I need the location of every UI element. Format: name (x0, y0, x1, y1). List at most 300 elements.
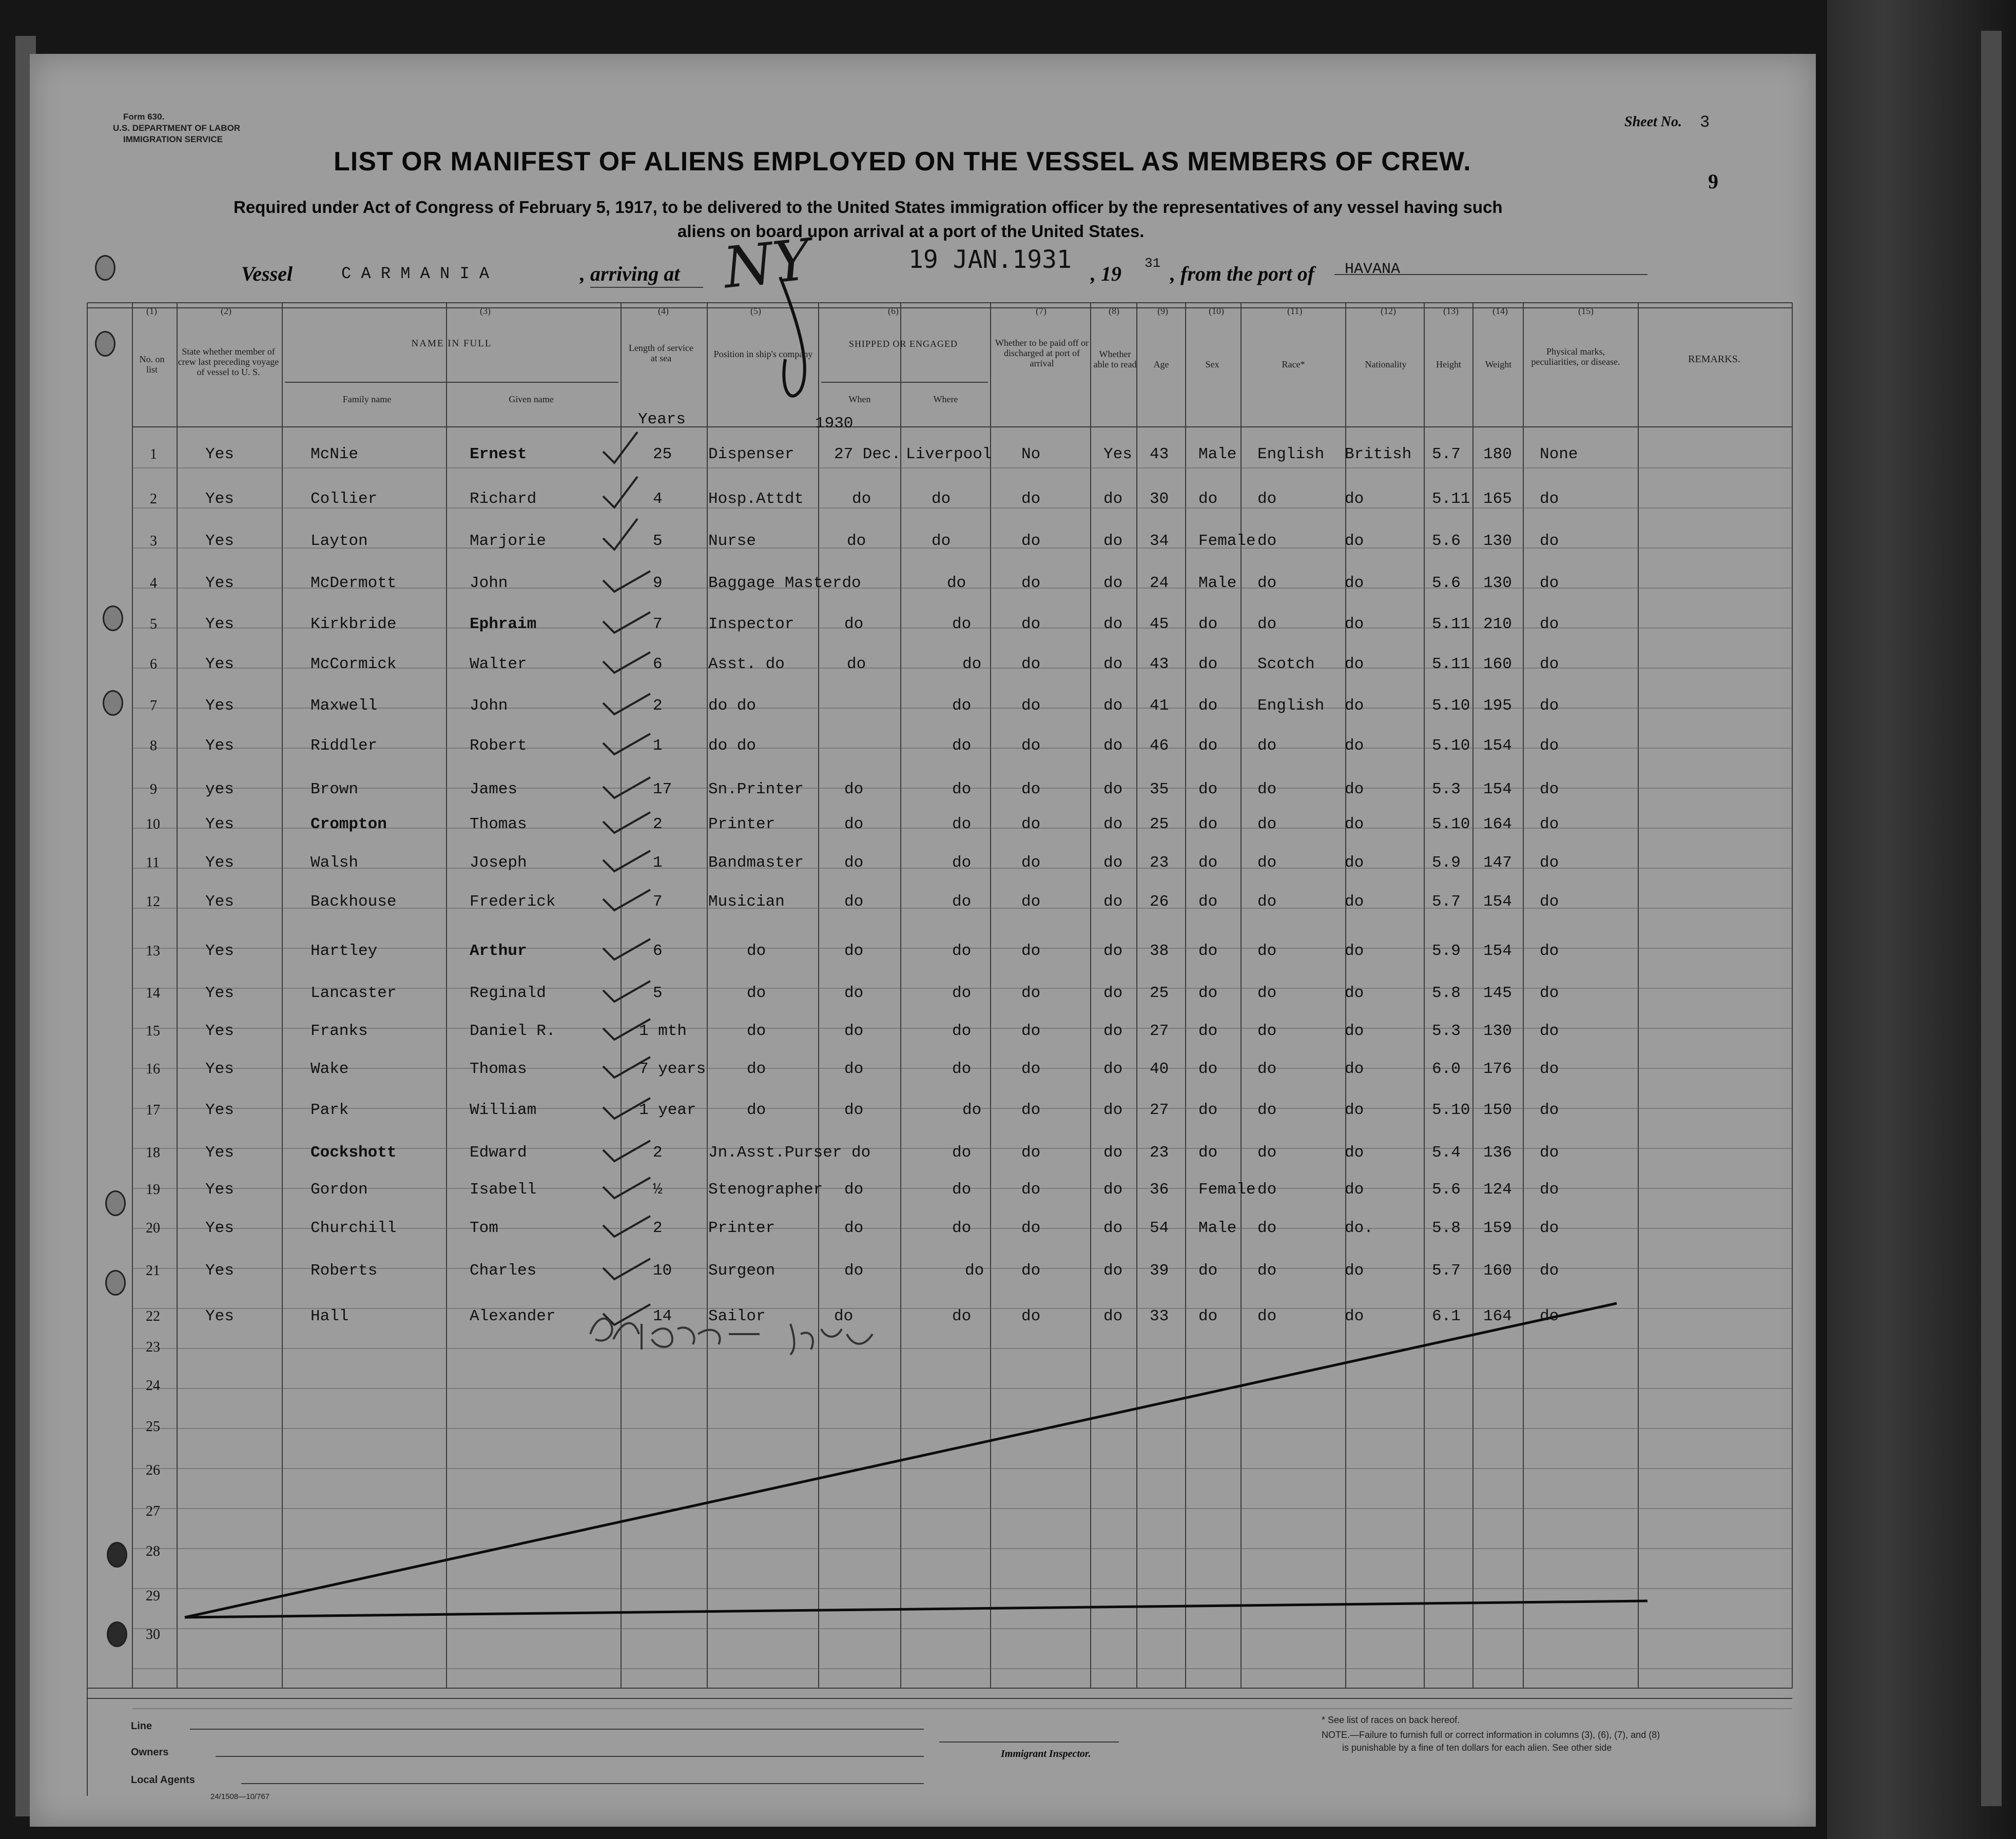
cell-nationality: do (1345, 893, 1364, 911)
handwritten-arrival-stroke (780, 277, 805, 396)
cell-given: Isabell (470, 1181, 537, 1199)
cell-marks: do (1540, 780, 1559, 798)
cell-weight: 154 (1483, 737, 1512, 755)
cell-position: Inspector (708, 615, 794, 633)
cell-weight: 165 (1483, 490, 1512, 508)
cell-state: Yes (205, 893, 234, 911)
cell-nationality: do (1345, 1101, 1364, 1119)
cell-race: do (1257, 1262, 1277, 1280)
print-code: 24/1508—10/767 (210, 1792, 270, 1801)
column-number: (8) (1109, 306, 1119, 316)
cell-when: do (844, 1022, 864, 1040)
cell-age: 43 (1150, 445, 1169, 463)
cell-service: 6 (653, 942, 663, 960)
cell-family: Collier (311, 490, 378, 508)
cell-marks: do (1540, 1022, 1559, 1040)
cell-state: Yes (205, 697, 234, 715)
form-number: Form 630. (123, 112, 165, 122)
cell-read: do (1103, 737, 1123, 755)
cell-race: do (1257, 815, 1277, 833)
cell-where: do (952, 1144, 972, 1162)
cell-nationality: do (1345, 1307, 1364, 1325)
cell-position: do (747, 1022, 766, 1040)
cell-height: 5.8 (1432, 984, 1461, 1002)
cell-read: do (1103, 1307, 1123, 1325)
cell-height: 6.0 (1432, 1060, 1461, 1078)
cell-read: do (1103, 893, 1123, 911)
vessel-label: Vessel (241, 262, 293, 285)
cell-read: do (1103, 532, 1123, 550)
service-name: IMMIGRATION SERVICE (123, 134, 223, 144)
col-header-name: NAME IN FULL (411, 338, 492, 349)
column-number: (7) (1036, 306, 1046, 316)
cell-weight: 136 (1483, 1144, 1512, 1162)
cell-position: Hosp.Attdt (708, 490, 804, 508)
cell-family: Maxwell (311, 697, 378, 715)
cell-weight: 130 (1483, 1022, 1512, 1040)
cell-no: 12 (146, 894, 160, 910)
cell-given: Frederick (470, 893, 556, 911)
cell-service: 2 (653, 815, 663, 833)
cell-age: 33 (1150, 1307, 1169, 1325)
cell-nationality: do (1345, 1022, 1364, 1040)
cell-height: 5.7 (1432, 1262, 1461, 1280)
cell-family: McCormick (311, 655, 397, 673)
cell-weight: 154 (1483, 942, 1512, 960)
cell-race: do (1257, 1022, 1277, 1040)
cell-sex: do (1198, 893, 1218, 911)
column-number: (3) (480, 306, 491, 316)
cell-weight: 147 (1483, 854, 1512, 872)
cell-age: 43 (1150, 655, 1169, 673)
cell-marks: do (1540, 854, 1559, 872)
cell-height: 5.11 (1432, 490, 1470, 508)
check-mark-icon (603, 734, 650, 754)
col-header-height: Height (1436, 359, 1461, 369)
column-number: (10) (1209, 306, 1224, 316)
cell-where: do (962, 1101, 982, 1119)
cell-family: Cockshott (311, 1144, 397, 1162)
cell-given: Arthur (470, 942, 527, 960)
col-header-where: Where (933, 394, 958, 404)
column-number: (15) (1578, 306, 1594, 316)
column-number: (1) (146, 306, 157, 316)
cell-height: 5.10 (1432, 697, 1470, 715)
footer-agents-label: Local Agents (131, 1774, 195, 1786)
cell-service: 5 (653, 984, 663, 1002)
cell-given: Charles (470, 1262, 537, 1280)
cell-service: 5 (653, 532, 663, 550)
cell-paid: do (1021, 1144, 1041, 1162)
col-header-read: Whether able to read (1093, 349, 1137, 369)
check-mark-icon (603, 1259, 650, 1279)
cell-read: do (1103, 1144, 1123, 1162)
cell-marks: do (1540, 532, 1559, 550)
cell-service: 1 (653, 737, 663, 755)
cell-height: 5.10 (1432, 1101, 1470, 1119)
cell-position: Printer (708, 1219, 776, 1237)
cell-family: Hartley (311, 942, 378, 960)
cell-read: do (1103, 854, 1123, 872)
cell-sex: do (1198, 1144, 1218, 1162)
cell-nationality: do (1345, 532, 1364, 550)
cell-sex: do (1198, 737, 1218, 755)
cell-marks: do (1540, 737, 1559, 755)
cell-sex: do (1198, 815, 1218, 833)
punch-hole (105, 1270, 126, 1296)
cell-where: do (952, 984, 972, 1002)
cell-read: do (1103, 1022, 1123, 1040)
cell-race: do (1257, 1219, 1277, 1237)
cell-where: do (952, 1060, 972, 1078)
cell-given: William (470, 1101, 537, 1119)
cell-where: do (952, 1307, 972, 1325)
cell-service: 2 (653, 1219, 663, 1237)
cell-marks: do (1540, 490, 1559, 508)
cell-read: do (1103, 615, 1123, 633)
cell-service: 17 (653, 780, 672, 798)
cell-when: do (834, 1307, 854, 1325)
row-number: 29 (146, 1588, 160, 1604)
cell-service: 7 years (639, 1060, 706, 1078)
check-mark-icon (603, 890, 650, 910)
cell-no: 4 (150, 575, 157, 591)
cell-read: do (1103, 1219, 1123, 1237)
cell-where: do (947, 574, 966, 592)
cell-read: do (1103, 1101, 1123, 1119)
cell-height: 5.11 (1432, 655, 1470, 673)
cell-race: do (1257, 1101, 1277, 1119)
cell-state: Yes (205, 942, 234, 960)
cell-sex: Male (1198, 1219, 1237, 1237)
cell-paid: do (1021, 1022, 1041, 1040)
cell-age: 26 (1150, 893, 1169, 911)
cell-paid: do (1021, 697, 1041, 715)
punch-hole (105, 1190, 126, 1216)
cell-marks: do (1540, 893, 1559, 911)
cell-sex: do (1198, 984, 1218, 1002)
column-number: (5) (750, 306, 761, 316)
cell-when: do (844, 984, 864, 1002)
cell-position: do (747, 984, 766, 1002)
col-header-nationality: Nationality (1365, 359, 1407, 369)
cell-read: Yes (1103, 445, 1132, 463)
cell-family: Walsh (311, 854, 359, 872)
cell-nationality: do (1345, 984, 1364, 1002)
cell-state: yes (205, 780, 234, 798)
cell-read: do (1103, 984, 1123, 1002)
cell-position: Sn.Printer (708, 780, 804, 798)
cell-sex: do (1198, 615, 1218, 633)
cell-height: 5.7 (1432, 445, 1461, 463)
col-header-service: Length of service at sea (629, 343, 693, 363)
cell-age: 36 (1150, 1181, 1169, 1199)
cell-family: Crompton (311, 815, 387, 833)
cell-paid: do (1021, 1307, 1041, 1325)
cell-no: 5 (150, 616, 157, 632)
cell-sex: do (1198, 942, 1218, 960)
cell-nationality: do (1345, 574, 1364, 592)
cell-where: do (952, 780, 972, 798)
check-mark-icon (603, 519, 637, 550)
cell-where: Liverpool (906, 445, 992, 463)
cell-where: do (965, 1262, 984, 1280)
cell-where: do (932, 490, 951, 508)
cell-race: do (1257, 532, 1277, 550)
cell-sex: do (1198, 780, 1218, 798)
cell-height: 6.1 (1432, 1307, 1461, 1325)
cell-no: 3 (150, 533, 157, 549)
cell-when: do (844, 1181, 864, 1199)
cell-sex: do (1198, 655, 1218, 673)
check-mark-icon (603, 939, 650, 960)
cell-given: Ernest (470, 445, 527, 463)
arrival-date-stamp: 19 JAN.1931 (908, 245, 1072, 274)
col-header-age: Age (1153, 359, 1169, 369)
cell-nationality: do (1345, 1181, 1364, 1199)
col-header-state: State whether member of crew last preceding voyage of vessel to U. S. (178, 346, 279, 377)
cell-race: do (1257, 737, 1277, 755)
cell-where: do (952, 737, 972, 755)
cell-weight: 160 (1483, 655, 1512, 673)
cell-age: 24 (1150, 574, 1169, 592)
cell-weight: 159 (1483, 1219, 1512, 1237)
year-suffix: 31 (1145, 256, 1161, 271)
row-number: 26 (146, 1462, 160, 1478)
check-mark-icon (603, 981, 650, 1002)
cell-family: McNie (311, 445, 359, 463)
cell-race: do (1257, 854, 1277, 872)
cell-given: John (470, 697, 508, 715)
cell-height: 5.9 (1432, 854, 1461, 872)
cell-when: do (847, 532, 866, 550)
cell-sex: do (1198, 490, 1218, 508)
cell-read: do (1103, 490, 1123, 508)
col-header-weight: Weight (1485, 359, 1512, 369)
cell-marks: do (1540, 1262, 1559, 1280)
sheet-number: 3 (1700, 113, 1710, 132)
row-number: 27 (146, 1503, 160, 1519)
cell-sex: do (1198, 1101, 1218, 1119)
cell-state: Yes (205, 615, 234, 633)
cell-race: English (1257, 445, 1325, 463)
cell-no: 10 (146, 816, 160, 832)
manifest-title: LIST OR MANIFEST OF ALIENS EMPLOYED ON THE VESSEL AS MEMBERS OF CREW. (334, 147, 1471, 177)
penalty-note-1: NOTE.—Failure to furnish full or correct information in columns (3), (6), (7), and (8) (1322, 1730, 1660, 1740)
cell-when: do (844, 780, 864, 798)
column-number: (14) (1492, 306, 1508, 316)
cell-position: Baggage Masterdo (708, 574, 861, 592)
cell-nationality: do (1345, 854, 1364, 872)
cell-sex: Male (1198, 574, 1237, 592)
cell-race: English (1257, 697, 1325, 715)
cell-state: Yes (205, 1144, 234, 1162)
cell-height: 5.4 (1432, 1144, 1461, 1162)
sheet-label: Sheet No. (1624, 114, 1682, 130)
cell-position: do (747, 942, 766, 960)
cell-service: 7 (653, 615, 663, 633)
cell-given: James (470, 780, 518, 798)
cell-given: Thomas (470, 1060, 527, 1078)
cell-marks: do (1540, 697, 1559, 715)
races-note: * See list of races on back hereof. (1322, 1715, 1460, 1725)
cell-state: Yes (205, 1060, 234, 1078)
cell-sex: Female (1198, 1181, 1256, 1199)
cell-weight: 130 (1483, 574, 1512, 592)
cell-family: Churchill (311, 1219, 397, 1237)
cell-paid: do (1021, 1060, 1041, 1078)
cell-family: McDermott (311, 574, 397, 592)
cell-given: Daniel R. (470, 1022, 556, 1040)
cell-height: 5.10 (1432, 815, 1470, 833)
cell-paid: do (1021, 893, 1041, 911)
cell-age: 25 (1150, 984, 1169, 1002)
cell-state: Yes (205, 1181, 234, 1199)
punch-hole (95, 331, 115, 357)
column-number: (12) (1381, 306, 1396, 316)
cell-paid: do (1021, 737, 1041, 755)
cell-service: 1 year (639, 1101, 696, 1119)
cell-marks: do (1540, 1101, 1559, 1119)
cell-no: 21 (146, 1263, 160, 1279)
cell-no: 18 (146, 1145, 160, 1161)
cell-when: do (844, 893, 864, 911)
cell-position: Dispenser (708, 445, 794, 463)
cell-no: 19 (146, 1182, 160, 1198)
cell-read: do (1103, 1181, 1123, 1199)
cell-no: 15 (146, 1023, 160, 1039)
cell-weight: 210 (1483, 615, 1512, 633)
cell-height: 5.6 (1432, 1181, 1461, 1199)
cell-race: do (1257, 1307, 1277, 1325)
cell-age: 25 (1150, 815, 1169, 833)
cell-paid: do (1021, 615, 1041, 633)
cell-nationality: do (1345, 615, 1364, 633)
cell-age: 40 (1150, 1060, 1169, 1078)
cell-read: do (1103, 942, 1123, 960)
vessel-name: C A R M A N I A (341, 264, 490, 283)
cell-where: do (952, 1219, 972, 1237)
cell-weight: 195 (1483, 697, 1512, 715)
cell-state: Yes (205, 1022, 234, 1040)
manifest-subtitle-1: Required under Act of Congress of February 5, 1917, to be delivered to the United States immigration officer by the representatives of any vessel having such (234, 198, 1503, 217)
cell-paid: do (1021, 780, 1041, 798)
cell-no: 22 (146, 1308, 160, 1324)
cell-when: do (844, 1101, 864, 1119)
cell-paid: do (1021, 942, 1041, 960)
cell-read: do (1103, 1262, 1123, 1280)
cell-marks: do (1540, 1219, 1559, 1237)
cell-nationality: British (1345, 445, 1412, 463)
cell-marks: do (1540, 655, 1559, 673)
cell-family: Kirkbride (311, 615, 397, 633)
cell-race: do (1257, 780, 1277, 798)
year-label: , 19 (1091, 262, 1121, 285)
cell-paid: do (1021, 532, 1041, 550)
cell-given: Thomas (470, 815, 527, 833)
cell-family: Wake (311, 1060, 349, 1078)
cell-when: do (844, 815, 864, 833)
cell-paid: do (1021, 815, 1041, 833)
cell-paid: do (1021, 490, 1041, 508)
cell-age: 27 (1150, 1022, 1169, 1040)
cell-family: Riddler (311, 737, 378, 755)
cell-no: 17 (146, 1102, 160, 1118)
cell-marks: do (1540, 942, 1559, 960)
cell-where: do (932, 532, 951, 550)
cell-nationality: do (1345, 1262, 1364, 1280)
check-mark-icon (603, 432, 637, 463)
cell-given: John (470, 574, 508, 592)
cell-paid: do (1021, 984, 1041, 1002)
from-port: HAVANA (1345, 261, 1401, 278)
cell-where: do (952, 1181, 972, 1199)
cell-age: 39 (1150, 1262, 1169, 1280)
cell-marks: do (1540, 1060, 1559, 1078)
cell-no: 11 (146, 855, 160, 871)
cell-nationality: do (1345, 697, 1364, 715)
cell-race: do (1257, 1060, 1277, 1078)
check-mark-icon (603, 1141, 650, 1161)
cell-weight: 164 (1483, 815, 1512, 833)
check-mark-icon (603, 1178, 650, 1198)
cell-position: do do (708, 697, 757, 715)
cell-height: 5.9 (1432, 942, 1461, 960)
cell-read: do (1103, 815, 1123, 833)
row-number: 30 (146, 1627, 160, 1642)
cell-weight: 154 (1483, 893, 1512, 911)
cell-when: do (844, 1060, 864, 1078)
cell-family: Roberts (311, 1262, 378, 1280)
cell-age: 23 (1150, 854, 1169, 872)
cell-position: Stenographer (708, 1181, 823, 1199)
cell-where: do (952, 615, 972, 633)
cell-age: 35 (1150, 780, 1169, 798)
cell-paid: do (1021, 854, 1041, 872)
cell-height: 5.8 (1432, 1219, 1461, 1237)
cell-sex: Female (1198, 532, 1256, 550)
row-number: 28 (146, 1543, 160, 1559)
cell-marks: do (1540, 1181, 1559, 1199)
cell-no: 8 (150, 738, 157, 754)
cell-nationality: do (1345, 655, 1364, 673)
cell-no: 6 (150, 656, 157, 672)
cell-service: 25 (653, 445, 672, 463)
column-number: (11) (1287, 306, 1303, 316)
cell-marks: do (1540, 984, 1559, 1002)
cell-given: Edward (470, 1144, 527, 1162)
cell-paid: do (1021, 574, 1041, 592)
cell-state: Yes (205, 815, 234, 833)
cell-state: Yes (205, 1262, 234, 1280)
immigrant-inspector-label: Immigrant Inspector. (1001, 1748, 1091, 1759)
cell-paid: No (1021, 445, 1041, 463)
cell-given: Reginald (470, 984, 546, 1002)
cell-weight: 145 (1483, 984, 1512, 1002)
arriving-label: , arriving at (580, 262, 680, 285)
cell-height: 5.3 (1432, 1022, 1461, 1040)
cell-when: do (844, 1219, 864, 1237)
cell-age: 30 (1150, 490, 1169, 508)
check-mark-icon (603, 812, 650, 833)
footer-line-label: Line (131, 1720, 152, 1732)
cell-when: do (847, 655, 866, 673)
cell-height: 5.6 (1432, 574, 1461, 592)
cell-position: Surgeon (708, 1262, 776, 1280)
cell-race: do (1257, 1144, 1277, 1162)
cell-given: Robert (470, 737, 527, 755)
col-header-no: No. on list (139, 354, 165, 375)
